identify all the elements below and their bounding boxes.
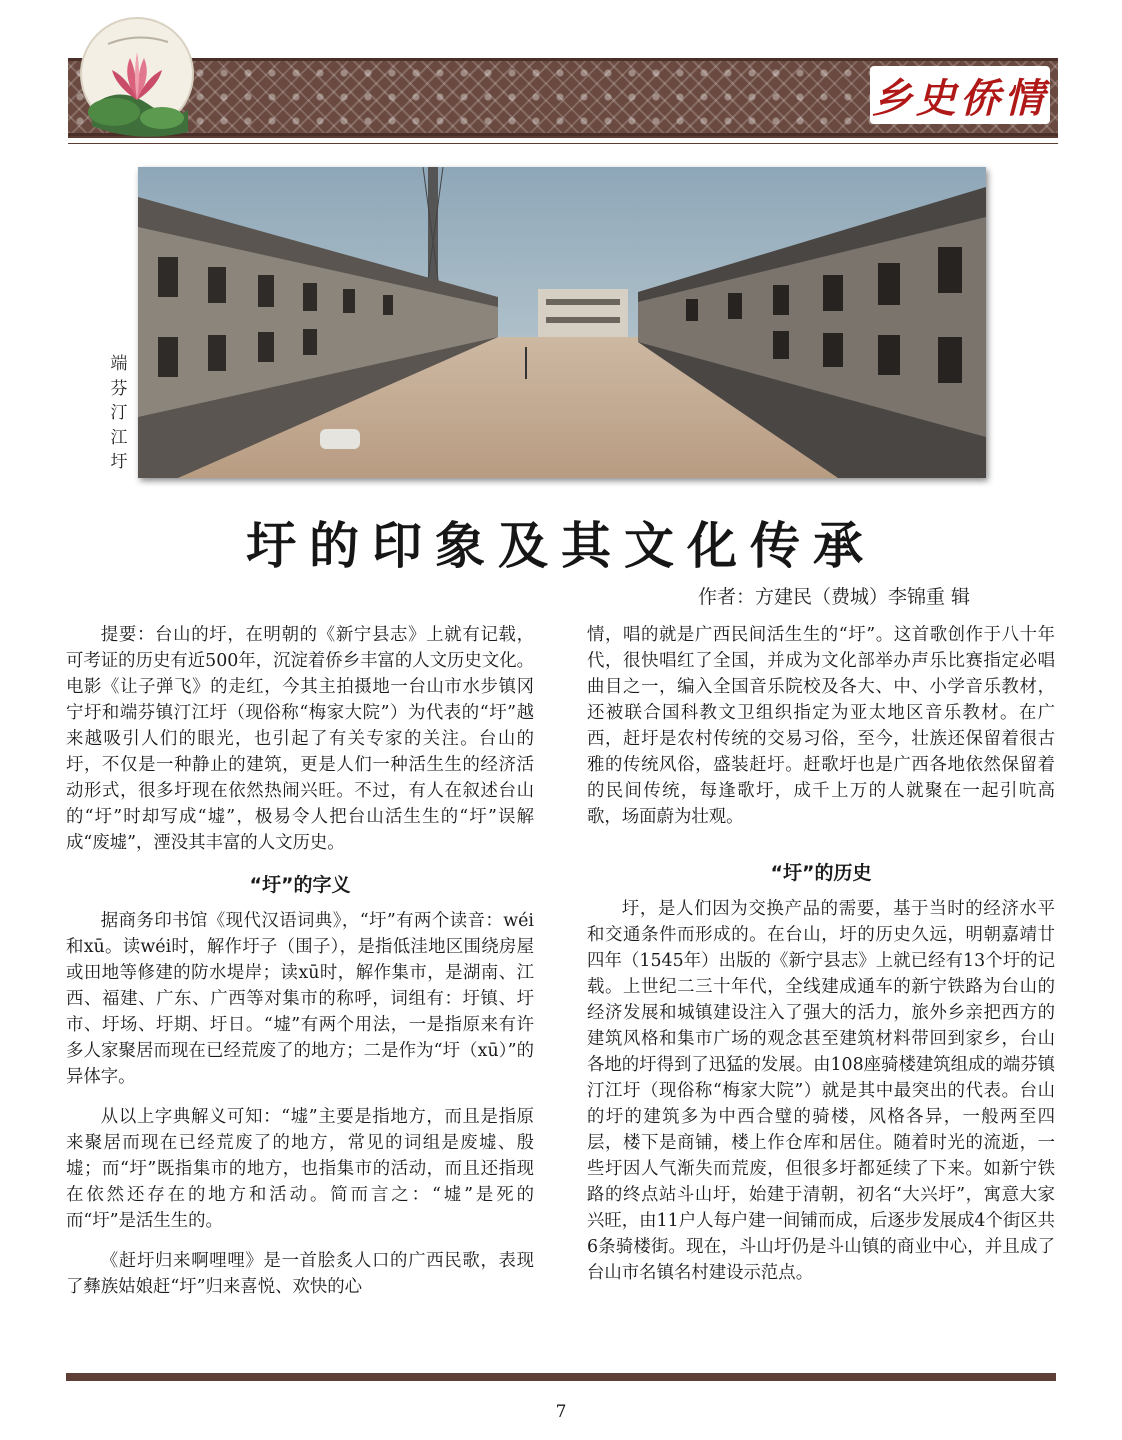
article-byline: 作者：方建民（费城）李锦重 辑 [698, 586, 971, 608]
section-title: 乡史侨情 [872, 75, 1048, 122]
meaning-paragraph-1: 据商务印书馆《现代汉语词典》，“圩”有两个读音：wéi和xū。读wéi时，解作圩子（围子），是指低洼地区围绕房屋或田地等修建的防水堤岸；读xū时，解作集市，是湖南、江西、福建、广东、广西等对集市的称呼，词组有：圩镇、圩市、圩场、圩期、圩日。“墟”有两个用法，一是指原来有许多人家聚居而现在已经荒废了的地方；二是作为“圩（xū）”的异体字。 [66, 911, 534, 1087]
photo-caption: 端 芬 汀 江 圩 [110, 354, 128, 472]
meaning-paragraph-3-continued: 情，唱的就是广西民间活生生的“圩”。这首歌创作于八十年代，很快唱红了全国，并成为文化部举办声乐比赛指定必唱曲目之一，编入全国音乐院校及各大、中、小学音乐教材，还被联合国科教文卫组织指定为亚太地区音乐教材。在广西，赶圩是农村传统的交易习俗，至今，壮族还保留着很古雅的传统风俗，盛装赶圩。赶歌圩也是广西各地依然保留着的民间传统，每逢歌圩，成千上万的人就聚在一起引吭高歌，场面蔚为壮观。 [587, 625, 1055, 827]
page-number: 7 [555, 1402, 567, 1422]
lotus-icon [78, 14, 196, 140]
article-title: 圩的印象及其文化传承 [246, 517, 876, 575]
section-heading-history: “圩”的历史 [770, 862, 872, 884]
left-column [66, 622, 534, 1300]
header-rule [68, 136, 1058, 144]
right-column [587, 622, 1055, 1286]
meaning-paragraph-2: 从以上字典解义可知：“墟”主要是指地方，而且是指原来聚居而现在已经荒废了的地方，常见的词组是废墟、殷墟；而“圩”既指集市的地方，也指集市的活动，而且还指现在依然还存在的地方和活动。简而言之：“墟”是死的而“圩”是活生生的。 [66, 1107, 534, 1231]
meaning-paragraph-3: 《赶圩归来啊哩哩》是一首脍炙人口的广西民歌，表现了彝族姑娘赶“圩”归来喜悦、欢快的心 [66, 1251, 534, 1297]
history-paragraph: 圩，是人们因为交换产品的需要，基于当时的经济水平和交通条件而形成的。在台山，圩的历史久远，明朝嘉靖廿四年（1545年）出版的《新宁县志》上就已经有13个圩的记载。上世纪二三十年代，全线建成通车的新宁铁路为台山的经济发展和城镇建设注入了强大的活力，旅外乡亲把西方的建筑风格和集市广场的观念甚至建筑材料带回到家乡，台山各地的圩得到了迅猛的发展。由108座骑楼建筑组成的端芬镇汀江圩（现俗称“梅家大院”）就是其中最突出的代表。台山的圩的建筑多为中西合璧的骑楼，风格各异，一般两至四层，楼下是商铺，楼上作仓库和居住。随着时光的流逝，一些圩因人气渐失而荒废，但很多圩都延续了下来。如新宁铁路的终点站斗山圩，始建于清朝，初名“大兴圩”，寓意大家兴旺，由11户人每户建一间铺而成，后逐步发展成4个街区共6条骑楼街。现在，斗山圩仍是斗山镇的商业中心，并且成了台山市名镇名村建设示范点。 [587, 899, 1055, 1283]
section-heading-meaning: “圩”的字义 [249, 874, 351, 896]
abstract-paragraph: 提要：台山的圩，在明朝的《新宁县志》上就有记载，可考证的历史有近500年，沉淀着侨乡丰富的人文历史文化。电影《让子弹飞》的走红，今其主拍摄地一台山市水步镇冈宁圩和端芬镇汀江圩（现俗称“梅家大院”）为代表的“圩”越来越吸引人们的眼光，也引起了有关专家的关注。台山的圩，不仅是一种静止的建筑，更是人们一种活生生的经济活动形式，很多圩现在依然热闹兴旺。不过，有人在叙述台山的“圩”时却写成“墟”，极易令人把台山活生生的“圩”误解成“废墟”，湮没其丰富的人文历史。 [66, 625, 534, 853]
section-title-box [870, 66, 1050, 124]
footer-rule [66, 1373, 1056, 1381]
street-photo [138, 167, 986, 478]
